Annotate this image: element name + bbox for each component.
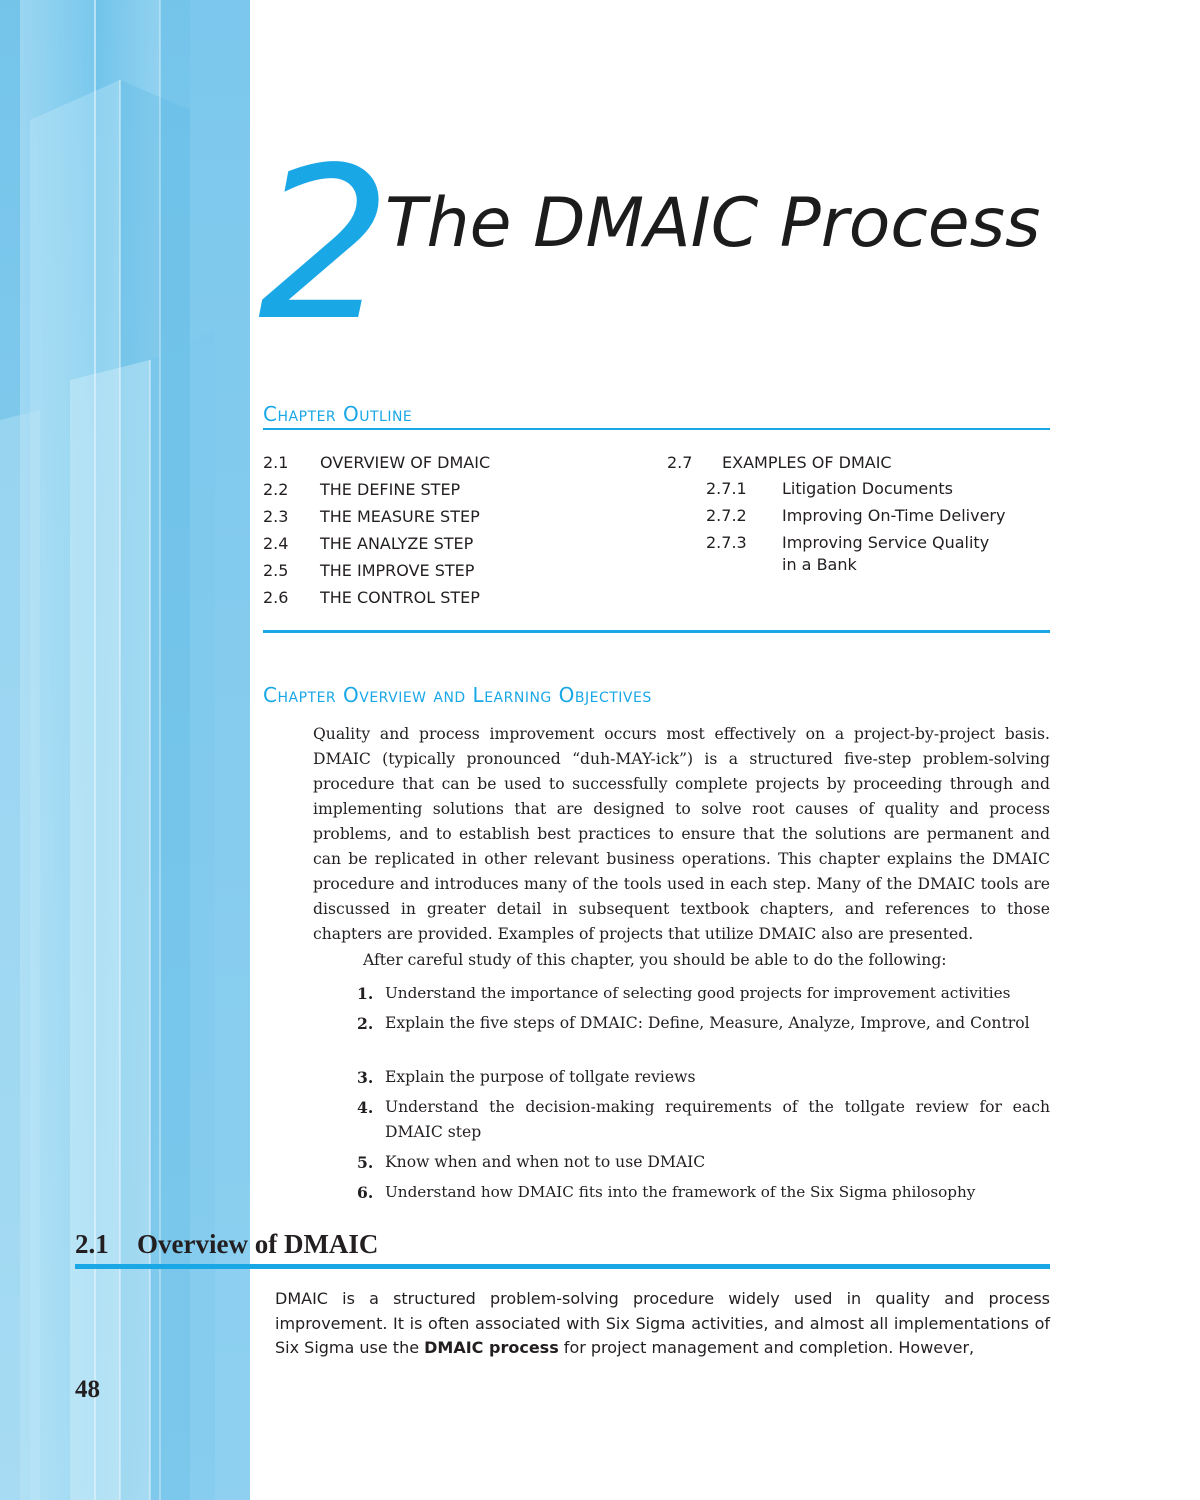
outline-subitem-number: 2.7.3 <box>706 533 747 552</box>
outline-bottom-rule <box>263 630 1050 633</box>
outline-subitem-title: Litigation Documents <box>782 479 953 498</box>
outline-item-title: THE ANALYZE STEP <box>320 534 474 553</box>
outline-item-title: EXAMPLES OF DMAIC <box>722 453 892 472</box>
overview-paragraph: Quality and process improvement occurs most effectively on a project-by-project basis. DMAIC (typically pronounced “duh-MAY-ick”) is a structured five-step problem-solving procedure that can be used to successfully complete projects by proceeding through and implementing solutions that are designed to solve root causes of quality and process problems, and to establish best practices to ensure that the solutions are permanent and can be replicated in other relevant business operations. This chapter explains the DMAIC procedure and introduces many of the tools used in each step. Many of the DMAIC tools are discussed in greater detail in subsequent textbook chapters, and references to those chapters are provided. Examples of projects that utilize DMAIC also are presented. <box>313 725 1050 943</box>
outline-item-number: 2.2 <box>263 480 289 499</box>
outline-item-number: 2.5 <box>263 561 289 580</box>
chapter-outline-heading: Chapter Outline <box>263 402 413 426</box>
section-rule <box>75 1264 1050 1269</box>
objective-number: 1. <box>357 984 374 1003</box>
objective-item <box>357 1065 1050 1090</box>
objective-text: Understand how DMAIC fits into the framework of the Six Sigma philosophy <box>385 1183 976 1201</box>
outline-subitem-continuation: in a Bank <box>782 555 857 574</box>
objective-text: Understand the importance of selecting good projects for improvement activities <box>385 984 1011 1002</box>
objective-number: 3. <box>357 1068 374 1087</box>
outline-subitem-title: Improving On-Time Delivery <box>782 506 1006 525</box>
section-text-after: for project management and completion. However, <box>558 1338 975 1357</box>
overview-heading: Chapter Overview and Learning Objectives <box>263 683 652 707</box>
objectives-lead-in: After careful study of this chapter, you should be able to do the following: <box>363 951 947 969</box>
objective-text: Explain the five steps of DMAIC: Define, Measure, Analyze, Improve, and Control <box>385 1014 1030 1032</box>
objective-text: Understand the decision-making requirements of the tollgate review for each DMAIC step <box>385 1098 1050 1141</box>
objective-item <box>357 1011 1050 1036</box>
outline-item-number: 2.4 <box>263 534 289 553</box>
objective-number: 2. <box>357 1014 374 1033</box>
outline-item-number: 2.1 <box>263 453 289 472</box>
outline-subitem-number: 2.7.1 <box>706 479 747 498</box>
outline-item-title: THE IMPROVE STEP <box>320 561 475 580</box>
objective-item <box>357 1180 1050 1205</box>
section-text-before: DMAIC is a structured problem-solving procedure widely used in quality and process improvement. It is often associated with Six Sigma activities, and almost all implementations of Six Sigma use the <box>275 1289 1050 1357</box>
outline-item-title: THE MEASURE STEP <box>320 507 480 526</box>
objective-item <box>357 1150 1050 1175</box>
objective-item <box>357 1095 1050 1145</box>
outline-subitem-number: 2.7.2 <box>706 506 747 525</box>
section-title: Overview of DMAIC <box>137 1229 379 1259</box>
objective-number: 6. <box>357 1183 374 1202</box>
objective-number: 4. <box>357 1098 374 1117</box>
section-paragraph <box>275 1287 1050 1361</box>
outline-item-title: THE DEFINE STEP <box>320 480 461 499</box>
outline-item-number: 2.3 <box>263 507 289 526</box>
section-number: 2.1 <box>75 1229 109 1259</box>
chapter-title: The DMAIC Process <box>385 184 1041 263</box>
objective-number: 5. <box>357 1153 374 1172</box>
outline-item-number: 2.6 <box>263 588 289 607</box>
outline-top-rule <box>263 428 1050 430</box>
outline-item-title: OVERVIEW OF DMAIC <box>320 453 491 472</box>
section-heading <box>75 1229 378 1260</box>
chapter-number: 2 <box>258 122 388 367</box>
objective-text: Explain the purpose of tollgate reviews <box>385 1068 696 1086</box>
outline-item-title: THE CONTROL STEP <box>320 588 480 607</box>
objective-text: Know when and when not to use DMAIC <box>385 1153 706 1171</box>
objective-item <box>357 981 1050 1006</box>
section-text-bold: DMAIC process <box>424 1338 559 1357</box>
decorative-side-band <box>0 0 250 1500</box>
outline-item-number: 2.7 <box>667 453 693 472</box>
outline-subitem-title: Improving Service Quality <box>782 533 990 552</box>
page-number: 48 <box>75 1376 100 1403</box>
